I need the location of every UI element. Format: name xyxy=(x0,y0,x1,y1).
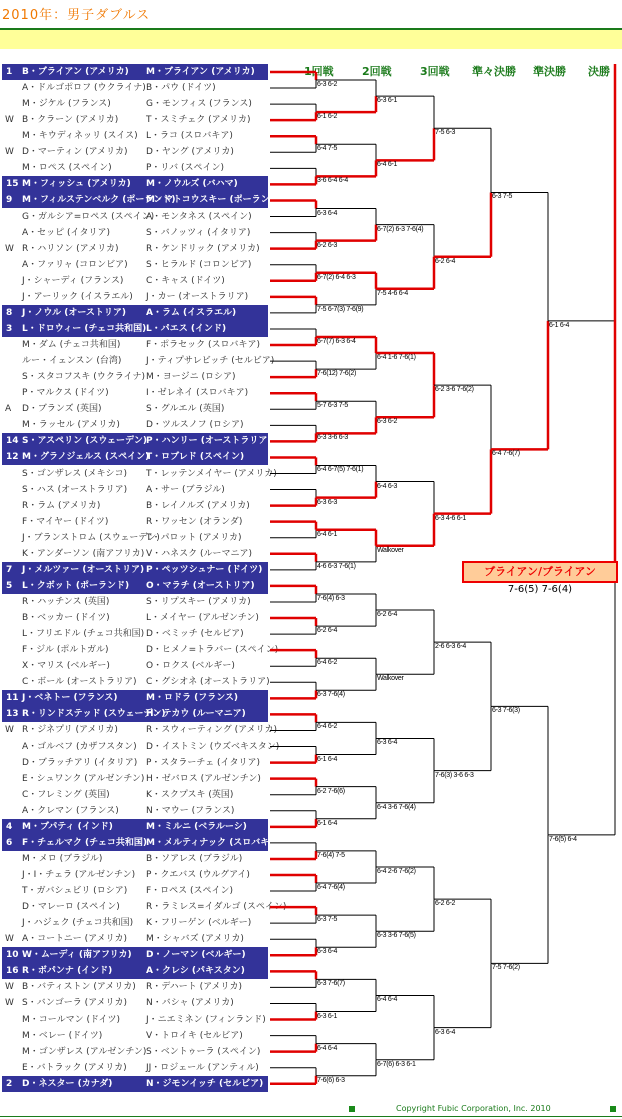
round-label-sf: 準決勝 xyxy=(533,65,566,78)
player-name: R・ラミレス=イダルゴ (スペイン) xyxy=(146,902,287,913)
match-score: 6-4 6-2 xyxy=(317,723,338,731)
player-name: J・ブランストロム (スウェーデン) xyxy=(22,532,160,543)
match-score: 6-3 3-6 6-3 xyxy=(317,434,348,442)
seed-tag: 5 xyxy=(6,580,13,591)
seed-tag: W xyxy=(5,998,14,1009)
player-name: J・ハジェク (チェコ共和国) xyxy=(22,918,134,929)
match-score: 6-4 6-7(5) 7-6(1) xyxy=(317,466,364,474)
player-name: A・セッピ (イタリア) xyxy=(22,227,111,238)
player-name: G・モンフィス (フランス) xyxy=(146,99,252,110)
player-name: S・アスペリン (スウェーデン) xyxy=(22,436,147,447)
player-name: ルー・イェンスン (台湾) xyxy=(22,356,122,367)
player-name: M・フィッシュ (アメリカ) xyxy=(22,179,131,190)
seed-tag: 6 xyxy=(6,837,13,848)
player-name: K・フリーゲン (ベルギー) xyxy=(146,918,252,929)
player-name: M・ブパティ (インド) xyxy=(22,821,113,832)
match-score: 7-6(4) 6-3 xyxy=(317,594,345,602)
player-name: M・ヨージニ (ロシア) xyxy=(146,372,236,383)
player-name: V・トロイキ (セルビア) xyxy=(146,1030,243,1041)
player-name: K・スクプスキ (英国) xyxy=(146,789,234,800)
match-score: 7-5 4-6 6-4 xyxy=(377,289,408,297)
player-name: D・ネスター (カナダ) xyxy=(22,1078,113,1089)
player-name: M・ラッセル (アメリカ) xyxy=(22,420,120,431)
player-name: J・メルツァー (オーストリア) xyxy=(22,564,145,575)
player-name: J・シャーディ (フランス) xyxy=(22,275,124,286)
player-name: D・ヒメノ=トラバー (スペイン) xyxy=(146,645,279,656)
player-name: F・ポラセック (スロバキア) xyxy=(146,340,261,351)
player-name: O・ロクス (ベルギー) xyxy=(146,661,235,672)
player-name: L・クボット (ポーランド) xyxy=(22,580,130,591)
player-name: P・ペッツシュナー (ドイツ) xyxy=(146,564,263,575)
player-name: J・ノウル (オーストリア) xyxy=(22,307,126,318)
match-score: 7-5 6-3 xyxy=(435,129,456,137)
player-name: B・ブライアン (アメリカ) xyxy=(22,67,129,77)
player-name: M・メルティナック (スロバキア) xyxy=(146,837,283,848)
player-name: P・リバ (スペイン) xyxy=(146,163,225,174)
player-name: I・ゼレネイ (スロバキア) xyxy=(146,388,249,399)
match-score: Walkover xyxy=(377,546,404,554)
match-score: 6-4 6-1 xyxy=(317,530,338,538)
player-name: D・ツルスノフ (ロシア) xyxy=(146,420,244,431)
match-score: 6-3 4-6 6-1 xyxy=(435,514,466,522)
footer-square-icon xyxy=(349,1106,355,1112)
match-score: 6-4 7-5 xyxy=(317,145,338,153)
copyright: Copyright Fubic Corporation, Inc. 2010 xyxy=(396,1104,551,1113)
match-score: 4-6 6-3 7-6(1) xyxy=(317,562,356,570)
round-label-1: 1回戦 xyxy=(304,65,334,78)
player-name: A・クレマン (フランス) xyxy=(22,805,119,816)
player-name: JJ・ロジェール (アンティル) xyxy=(146,1062,259,1073)
player-name: L・フリエドル (チェコ共和国) xyxy=(22,629,145,640)
player-name: M・シャバズ (アメリカ) xyxy=(146,934,244,945)
match-score: 6-3 7-6(7) xyxy=(317,980,345,988)
seed-tag: 14 xyxy=(6,436,19,447)
match-score: 6-4 6-4 xyxy=(317,1044,338,1052)
player-name: G・ガルシア=ロペス (スペイン) xyxy=(22,211,155,222)
match-score: 7-6(6) 6-3 xyxy=(317,1076,345,1084)
player-name: R・ハッチンス (英国) xyxy=(22,596,110,607)
player-name: F・マイヤー (ドイツ) xyxy=(22,516,109,527)
seed-tag: W xyxy=(5,243,14,254)
player-name: M・ゴンザレス (アルゼンチン) xyxy=(22,1046,147,1057)
round-label-qf: 準々決勝 xyxy=(472,65,516,78)
match-score: 6-4 6-4 xyxy=(377,996,398,1004)
player-name: R・ケンドリック (アメリカ) xyxy=(146,243,260,254)
player-name: T・ロブレド (スペイン) xyxy=(146,452,245,463)
match-score: 6-3 6-3 xyxy=(317,498,338,506)
player-name: D・ブラッチアリ (イタリア) xyxy=(22,757,138,768)
player-name: S・スタコフスキ (ウクライナ) xyxy=(22,372,145,383)
seed-tag: W xyxy=(5,147,14,158)
player-name: A・サー (ブラジル) xyxy=(146,484,225,495)
player-name: E・バトラック (アメリカ) xyxy=(22,1062,127,1073)
player-name: R・ジネプリ (アメリカ) xyxy=(22,725,118,736)
match-score: 6-7(2) 6-4 6-3 xyxy=(317,273,356,281)
match-score: 6-4 1-6 7-6(1) xyxy=(377,354,416,362)
player-name: D・ブランズ (英国) xyxy=(22,404,102,415)
player-name: S・バンゴーラ (アメリカ) xyxy=(22,998,127,1009)
player-name: L・パエス (インド) xyxy=(146,323,227,334)
player-name: C・フレミング (英国) xyxy=(22,789,110,800)
seed-tag: 9 xyxy=(6,195,13,206)
round-label-2: 2回戦 xyxy=(362,65,392,78)
player-name: K・アンダーソン (南アフリカ) xyxy=(22,548,145,559)
player-name: R・ワッセン (オランダ) xyxy=(146,516,243,527)
match-score: 7-6(3) 3-6 6-3 xyxy=(435,771,474,779)
player-name: E・シュワンク (アルゼンチン) xyxy=(22,773,145,784)
player-name: N・マウー (フランス) xyxy=(146,805,235,816)
player-name: A・ゴルベフ (カザフスタン) xyxy=(22,741,137,752)
match-score: 7-6(12) 7-6(2) xyxy=(317,370,356,378)
player-name: M・マトコウスキー (ポーランド) xyxy=(146,195,283,206)
player-name: P・ハンリー (オーストラリア) xyxy=(146,436,272,447)
player-name: X・マリス (ベルギー) xyxy=(22,661,110,672)
seed-tag: 3 xyxy=(6,323,13,334)
match-score: 6-7(7) 6-3 6-4 xyxy=(317,337,356,345)
match-score: 7-6(5) 6-4 xyxy=(549,835,577,843)
seed-tag: 8 xyxy=(6,307,13,318)
player-name: D・ベミッチ (セルビア) xyxy=(146,629,244,640)
seed-tag: 11 xyxy=(6,693,19,704)
match-score: 6-3 6-2 xyxy=(317,81,338,89)
player-name: D・ヤング (アメリカ) xyxy=(146,147,234,158)
player-name: M・ノウルズ (バハマ) xyxy=(146,179,238,190)
match-score: 6-4 7-6(7) xyxy=(492,450,520,458)
match-score: 6-3 6-4 xyxy=(317,948,338,956)
player-name: J・ベネトー (フランス) xyxy=(22,693,118,704)
match-score: 3-6 6-4 6-4 xyxy=(317,177,348,185)
match-score: 6-3 6-4 xyxy=(435,1028,456,1036)
player-name: L・ラコ (スロバキア) xyxy=(146,131,233,142)
player-name: R・スウィーティング (アメリカ) xyxy=(146,725,278,736)
match-score: 6-2 6-3 xyxy=(317,241,338,249)
player-name: M・ブライアン (アメリカ) xyxy=(146,67,255,77)
player-name: H・ゼバロス (アルゼンチン) xyxy=(146,773,261,784)
final-score: 7-6(5) 7-6(4) xyxy=(507,584,573,595)
match-score: 6-4 3-6 7-6(4) xyxy=(377,803,416,811)
match-score: 6-3 6-4 xyxy=(317,209,338,217)
seed-tag: W xyxy=(5,115,14,126)
player-name: M・キウディネッリ (スイス) xyxy=(22,131,138,142)
seed-tag: W xyxy=(5,934,14,945)
player-name: P・スタラーチェ (イタリア) xyxy=(146,757,261,768)
match-score: 6-2 6-2 xyxy=(435,900,456,908)
player-name: R・リンドステッド (スウェーデン) xyxy=(22,709,166,720)
footer-square-icon xyxy=(610,1106,616,1112)
match-score: 6-4 6-3 xyxy=(377,482,398,490)
player-name: B・バティストン (アメリカ) xyxy=(22,982,136,993)
player-name: B・クラーン (アメリカ) xyxy=(22,115,119,126)
player-name: S・バノッツィ (イタリア) xyxy=(146,227,251,238)
player-name: T・パロット (アメリカ) xyxy=(146,532,242,543)
match-score: 6-7(2) 6-3 7-6(4) xyxy=(377,225,424,233)
player-name: S・ベントゥーラ (スペイン) xyxy=(146,1046,261,1057)
player-name: S・リプスキー (アメリカ) xyxy=(146,596,251,607)
match-score: 6-2 6-4 xyxy=(435,257,456,265)
player-name: R・ハリソン (アメリカ) xyxy=(22,243,119,254)
match-score: 2-6 6-3 6-4 xyxy=(435,643,466,651)
player-name: P・クエバス (ウルグアイ) xyxy=(146,870,250,880)
player-name: J・カー (オーストラリア) xyxy=(146,291,249,302)
player-name: A・ラム (イスラエル) xyxy=(146,307,237,318)
match-score: 6-7(6) 6-3 6-1 xyxy=(377,1060,416,1068)
match-score: 6-4 7-6(4) xyxy=(317,884,345,892)
match-score: 6-1 6-4 xyxy=(317,755,338,763)
player-name: J・ニエミネン (フィンランド) xyxy=(146,1014,266,1025)
seed-tag: W xyxy=(5,725,14,736)
player-name: C・グシオネ (オーストラリア) xyxy=(146,677,270,688)
match-score: 6-1 6-4 xyxy=(549,321,570,329)
match-score: 5-7 6-3 7-5 xyxy=(317,402,348,410)
match-score: 6-3 7-5 xyxy=(492,193,513,201)
seed-tag: 1 xyxy=(6,67,13,77)
seed-tag: 16 xyxy=(6,966,19,977)
player-name: C・ボール (オーストラリア) xyxy=(22,677,137,688)
seed-tag: 12 xyxy=(6,452,19,463)
match-score: 6-3 6-1 xyxy=(377,97,398,105)
player-name: M・ミルニ (ベラルーシ) xyxy=(146,821,247,832)
player-name: F・チェルマク (チェコ共和国) xyxy=(22,837,147,848)
match-score: 6-4 6-1 xyxy=(377,161,398,169)
player-name: R・デハート (アメリカ) xyxy=(146,982,242,993)
player-name: J・ティプサレビッチ (セルビア) xyxy=(146,356,275,367)
player-name: S・グルエル (英国) xyxy=(146,404,225,415)
seed-tag: A xyxy=(5,404,12,415)
player-name: R・ボパンナ (インド) xyxy=(22,966,113,977)
footer-divider xyxy=(0,1116,622,1117)
player-name: B・レイノルズ (アメリカ) xyxy=(146,500,250,511)
player-name: P・マルクス (ドイツ) xyxy=(22,388,109,399)
player-name: T・スミチェク (アメリカ) xyxy=(146,115,251,126)
round-label-3: 3回戦 xyxy=(420,65,450,78)
match-score: 6-4 2-6 7-6(2) xyxy=(377,867,416,875)
player-name: S・ゴンザレス (メキシコ) xyxy=(22,468,128,479)
player-name: C・キャス (ドイツ) xyxy=(146,275,225,286)
match-score: 6-3 3-6 7-6(5) xyxy=(377,932,416,940)
match-score: 7-5 7-6(2) xyxy=(492,964,520,972)
player-name: M・コールマン (ドイツ) xyxy=(22,1014,121,1025)
player-name: W・ムーディ (南アフリカ) xyxy=(22,950,132,961)
match-score: 6-2 3-6 7-6(2) xyxy=(435,386,474,394)
champion-box: ブライアン/ブライアン xyxy=(462,561,618,583)
match-score: 6-3 7-5 xyxy=(317,916,338,924)
match-score: 6-1 6-4 xyxy=(317,819,338,827)
player-name: F・ジル (ポルトガル) xyxy=(22,645,109,656)
player-name: H・テカウ (ルーマニア) xyxy=(146,709,246,720)
player-name: B・ベッカー (ドイツ) xyxy=(22,613,110,624)
player-name: A・ファリャ (コロンビア) xyxy=(22,259,128,270)
match-score: 6-2 6-4 xyxy=(317,627,338,635)
seed-tag: W xyxy=(5,982,14,993)
player-name: J・I・チェラ (アルゼンチン) xyxy=(22,870,136,880)
match-score: 6-3 6-4 xyxy=(377,739,398,747)
player-name: N・ジモンイッチ (セルビア) xyxy=(146,1078,264,1089)
player-name: D・マーティン (アメリカ) xyxy=(22,147,128,158)
player-name: M・フィルステンベルク (ポーランド) xyxy=(22,195,176,206)
match-score: 7-6(4) 7-5 xyxy=(317,851,345,859)
player-name: V・ハネスク (ルーマニア) xyxy=(146,548,253,559)
player-name: O・マラチ (オーストリア) xyxy=(146,580,255,591)
player-name: T・レッテンメイヤー (アメリカ) xyxy=(146,468,277,479)
player-name: L・メイヤー (アルゼンチン) xyxy=(146,613,259,624)
player-name: A・モンタネス (スペイン) xyxy=(146,211,252,222)
match-score: Walkover xyxy=(377,675,404,683)
match-score: 6-3 7-6(4) xyxy=(317,691,345,699)
player-name: A・クレシ (パキスタン) xyxy=(146,966,245,977)
match-score: 6-3 6-1 xyxy=(317,1012,338,1020)
match-score: 6-2 7-6(6) xyxy=(317,787,345,795)
player-name: A・コートニー (アメリカ) xyxy=(22,934,128,945)
seed-tag: 2 xyxy=(6,1078,13,1089)
player-name: S・ハス (オーストラリア) xyxy=(22,484,128,495)
player-name: M・ダム (チェコ共和国) xyxy=(22,340,121,351)
player-name: F・ロペス (スペイン) xyxy=(146,886,234,897)
player-name: M・メロ (ブラジル) xyxy=(22,853,103,864)
player-name: M・ロペス (スペイン) xyxy=(22,163,112,174)
seed-tag: 4 xyxy=(6,821,13,832)
player-name: D・ノーマン (ベルギー) xyxy=(146,950,246,961)
player-name: D・イストミン (ウズベキスタン) xyxy=(146,741,280,752)
seed-tag: 7 xyxy=(6,564,13,575)
match-score: 6-2 6-4 xyxy=(377,611,398,618)
match-score: 6-1 6-2 xyxy=(317,113,338,121)
seed-tag: 15 xyxy=(6,179,19,190)
page-title: 2010年：男子ダブルス xyxy=(2,8,151,23)
player-name: M・グラノジェルス (スペイン) xyxy=(22,452,150,463)
round-label-final: 決勝 xyxy=(588,65,610,78)
player-name: M・ロドラ (フランス) xyxy=(146,693,239,704)
match-score: 6-3 6-2 xyxy=(377,418,398,426)
player-name: A・ドルゴポロフ (ウクライナ) xyxy=(22,83,146,94)
seed-tag: 10 xyxy=(6,950,19,961)
player-name: M・ベレー (ドイツ) xyxy=(22,1030,103,1041)
player-name: L・ドロウィー (チェコ共和国) xyxy=(22,323,147,334)
player-name: M・ジケル (フランス) xyxy=(22,99,111,110)
player-name: B・ソアレス (ブラジル) xyxy=(146,853,243,864)
player-name: N・バシャ (アメリカ) xyxy=(146,998,234,1009)
player-name: J・アーリック (イスラエル) xyxy=(22,291,133,302)
player-name: D・マレーロ (スペイン) xyxy=(22,902,120,913)
player-name: T・ガバシュビリ (ロシア) xyxy=(22,886,128,897)
match-score: 6-4 6-2 xyxy=(317,659,338,667)
player-name: B・パウ (ドイツ) xyxy=(146,83,216,94)
seed-tag: 13 xyxy=(6,709,19,720)
match-score: 7-5 6-7(3) 7-6(9) xyxy=(317,305,364,313)
player-name: S・ヒラルド (コロンビア) xyxy=(146,259,252,270)
match-score: 6-3 7-6(3) xyxy=(492,707,520,715)
player-name: R・ラム (アメリカ) xyxy=(22,500,101,511)
